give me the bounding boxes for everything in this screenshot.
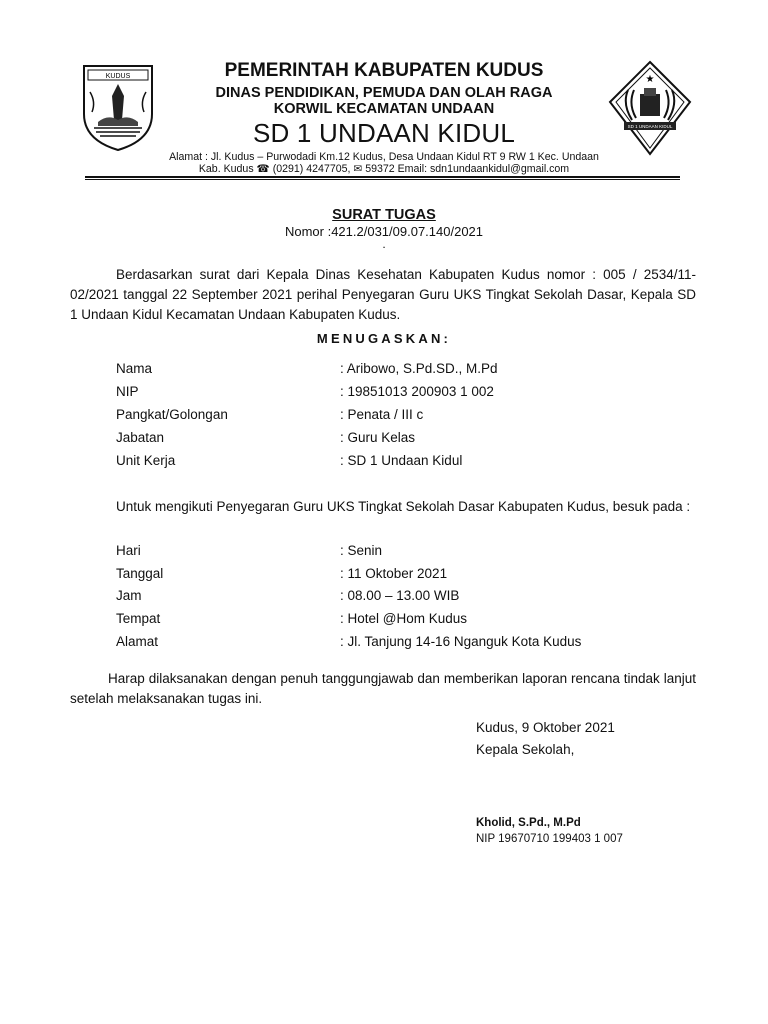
star-icon: ★ <box>645 74 655 85</box>
signature-position: Kepala Sekolah, <box>476 742 575 757</box>
letter-title: SURAT TUGAS <box>332 207 436 223</box>
header-korwil: KORWIL KECAMATAN UNDAAN <box>273 101 495 117</box>
event-label-time: Jam <box>116 588 142 603</box>
letter-number: Nomor :421.2/031/09.07.140/2021 <box>284 224 484 239</box>
header-address-line2: Kab. Kudus ☎ (0291) 4247705, ✉ 59372 Email: sdn1undaankidul@gmail.com <box>198 163 570 175</box>
event-value-time: : 08.00 – 13.00 WIB <box>340 588 460 603</box>
signature-nip: NIP 19670710 199403 1 007 <box>476 833 623 845</box>
person-value-unit: : SD 1 Undaan Kidul <box>340 453 463 468</box>
intro-text: Berdasarkan surat dari Kepala Dinas Kesehatan Kabupaten Kudus nomor : 005 / 2534/11-02/2021 tanggal 22 September 2021 perihal Penyegaran Guru UKS Tingkat Sekolah Dasar, Kepala SD 1 Undaan Kidul Kecamatan Undaan Kabupaten Kudus. <box>70 267 696 322</box>
person-value-rank: : Penata / III c <box>340 407 424 422</box>
person-label-name: Nama <box>116 361 153 376</box>
purpose-text: Untuk mengikuti Penyegaran Guru UKS Tingkat Sekolah Dasar Kabupaten Kudus, besuk pada : <box>116 499 691 514</box>
header-department: DINAS PENDIDIKAN, PEMUDA DAN OLAH RAGA <box>215 85 553 101</box>
event-label-address: Alamat <box>116 634 159 649</box>
letter-dot: . <box>382 237 386 251</box>
event-value-address: : Jl. Tanjung 14-16 Nganguk Kota Kudus <box>340 634 582 649</box>
header-divider-thin <box>85 179 680 180</box>
header-government: PEMERINTAH KABUPATEN KUDUS <box>224 60 544 81</box>
header-school-name: SD 1 UNDAAN KIDUL <box>252 118 516 148</box>
person-label-unit: Unit Kerja <box>116 453 176 468</box>
signature-place-date: Kudus, 9 Oktober 2021 <box>476 720 615 735</box>
closing-text: Harap dilaksanakan dengan penuh tanggungjawab dan memberikan laporan rencana tindak lanjut setelah melaksanakan tugas ini. <box>70 671 696 706</box>
person-value-name: : Aribowo, S.Pd.SD., M.Pd <box>340 361 498 376</box>
event-label-date: Tanggal <box>116 566 164 581</box>
person-value-nip: : 19851013 200903 1 002 <box>340 384 494 399</box>
event-value-place: : Hotel @Hom Kudus <box>340 611 468 626</box>
emblem-text: KUDUS <box>105 73 131 80</box>
event-label-day: Hari <box>116 543 141 558</box>
person-label-nip: NIP <box>116 384 139 399</box>
person-label-rank: Pangkat/Golongan <box>116 407 228 422</box>
closing-paragraph <box>70 669 696 709</box>
event-value-date: : 11 Oktober 2021 <box>340 566 448 581</box>
header-address-line1: Alamat : Jl. Kudus – Purwodadi Km.12 Kudus, Desa Undaan Kidul RT 9 RW 1 Kec. Undaan <box>169 151 599 163</box>
signature-name: Kholid, S.Pd., M.Pd <box>476 817 581 829</box>
header-divider-thick <box>85 176 680 178</box>
emblem-banner-text: SD 1 UNDAAN KIDUL <box>627 124 673 129</box>
purpose-paragraph <box>70 495 696 518</box>
intro-paragraph <box>70 265 696 325</box>
person-value-position: : Guru Kelas <box>340 430 416 445</box>
person-label-position: Jabatan <box>116 430 165 445</box>
menugaskan-heading: MENUGASKAN: <box>316 331 452 346</box>
event-value-day: : Senin <box>340 543 383 558</box>
event-label-place: Tempat <box>116 611 161 626</box>
